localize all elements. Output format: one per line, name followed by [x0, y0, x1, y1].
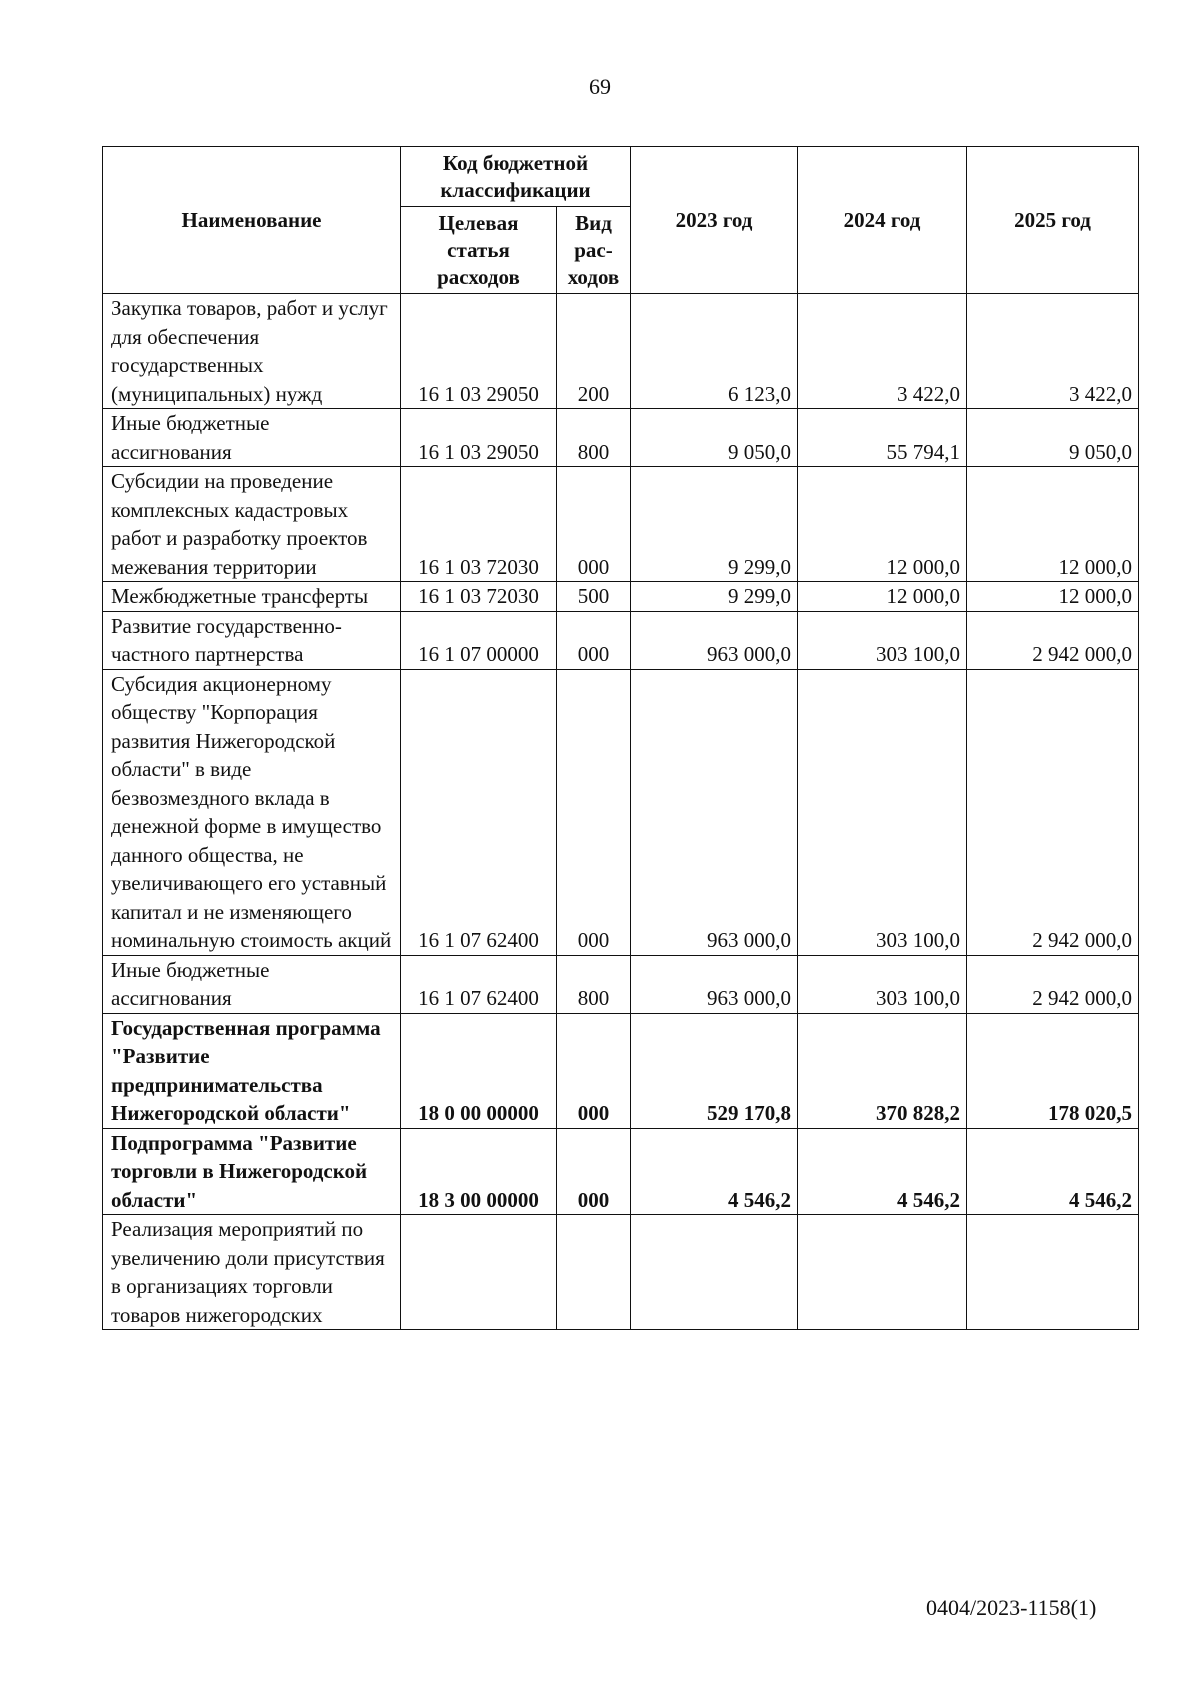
- row-2023: 963 000,0: [631, 611, 798, 669]
- row-kind: 000: [557, 1013, 631, 1128]
- row-2024: 303 100,0: [798, 611, 967, 669]
- row-2024: 370 828,2: [798, 1013, 967, 1128]
- row-name: Иные бюджетные ассигнования: [103, 955, 401, 1013]
- row-target: 16 1 03 29050: [401, 294, 557, 409]
- row-target: 18 3 00 00000: [401, 1128, 557, 1215]
- row-kind: 500: [557, 582, 631, 612]
- header-code-group: Код бюджетной классификации: [401, 147, 631, 207]
- row-kind: 000: [557, 467, 631, 582]
- row-2023: 9 299,0: [631, 467, 798, 582]
- row-name: Государственная программа "Развитие предпринимательства Нижегородской области": [103, 1013, 401, 1128]
- row-name: Развитие государственно-частного партнерства: [103, 611, 401, 669]
- header-2024: 2024 год: [798, 147, 967, 294]
- row-2024: 303 100,0: [798, 955, 967, 1013]
- row-2024: 3 422,0: [798, 294, 967, 409]
- row-2024: 4 546,2: [798, 1128, 967, 1215]
- row-2023: 529 170,8: [631, 1013, 798, 1128]
- table-row: [103, 409, 1139, 467]
- header-2023: 2023 год: [631, 147, 798, 294]
- row-target: 16 1 03 72030: [401, 582, 557, 612]
- row-2025: 2 942 000,0: [967, 955, 1139, 1013]
- table-row: [103, 1128, 1139, 1215]
- row-name: Подпрограмма "Развитие торговли в Нижегородской области": [103, 1128, 401, 1215]
- row-2024: [798, 1215, 967, 1330]
- row-2025: 9 050,0: [967, 409, 1139, 467]
- row-2024: 12 000,0: [798, 582, 967, 612]
- row-target: 16 1 07 00000: [401, 611, 557, 669]
- row-2025: 178 020,5: [967, 1013, 1139, 1128]
- row-2025: 2 942 000,0: [967, 669, 1139, 955]
- header-target: Целевая статья расходов: [401, 207, 557, 294]
- header-2025: 2025 год: [967, 147, 1139, 294]
- document-number: 0404/2023-1158(1): [926, 1595, 1097, 1620]
- row-target: 16 1 03 72030: [401, 467, 557, 582]
- header-name: Наименование: [103, 147, 401, 294]
- row-2025: [967, 1215, 1139, 1330]
- table-row: [103, 1013, 1139, 1128]
- row-name: Иные бюджетные ассигнования: [103, 409, 401, 467]
- row-2025: 12 000,0: [967, 467, 1139, 582]
- table-row: [103, 611, 1139, 669]
- row-2024: 12 000,0: [798, 467, 967, 582]
- row-2024: 55 794,1: [798, 409, 967, 467]
- row-name: Субсидии на проведение комплексных кадастровых работ и разработку проектов межевания территории: [103, 467, 401, 582]
- row-name: Субсидия акционерному обществу "Корпорация развития Нижегородской области" в виде безвозмездного вклада в денежной форме в имущество данного общества, не увеличивающего его уставный капитал и не изменяющего номинальную стоимость акций: [103, 669, 401, 955]
- row-kind: 200: [557, 294, 631, 409]
- header-kind: Вид рас-ходов: [557, 207, 631, 294]
- row-2023: [631, 1215, 798, 1330]
- row-kind: [557, 1215, 631, 1330]
- row-target: 16 1 03 29050: [401, 409, 557, 467]
- budget-table: [102, 146, 1139, 1330]
- table-row: [103, 955, 1139, 1013]
- row-target: 16 1 07 62400: [401, 669, 557, 955]
- row-name: Закупка товаров, работ и услуг для обеспечения государственных (муниципальных) нужд: [103, 294, 401, 409]
- row-2023: 6 123,0: [631, 294, 798, 409]
- row-2025: 4 546,2: [967, 1128, 1139, 1215]
- row-2023: 963 000,0: [631, 955, 798, 1013]
- row-2023: 9 050,0: [631, 409, 798, 467]
- row-target: 18 0 00 00000: [401, 1013, 557, 1128]
- table-row: [103, 582, 1139, 612]
- row-kind: 800: [557, 409, 631, 467]
- row-2023: 4 546,2: [631, 1128, 798, 1215]
- row-kind: 000: [557, 611, 631, 669]
- row-2025: 2 942 000,0: [967, 611, 1139, 669]
- table-row: [103, 669, 1139, 955]
- row-2025: 3 422,0: [967, 294, 1139, 409]
- row-2023: 963 000,0: [631, 669, 798, 955]
- row-2025: 12 000,0: [967, 582, 1139, 612]
- row-kind: 800: [557, 955, 631, 1013]
- row-2024: 303 100,0: [798, 669, 967, 955]
- row-name: Межбюджетные трансферты: [103, 582, 401, 612]
- page-number: 69: [589, 74, 611, 99]
- row-name: Реализация мероприятий по увеличению доли присутствия в организациях торговли товаров нижегородских: [103, 1215, 401, 1330]
- table-row: [103, 467, 1139, 582]
- table-row: [103, 1215, 1139, 1330]
- row-target: 16 1 07 62400: [401, 955, 557, 1013]
- table-row: [103, 294, 1139, 409]
- row-kind: 000: [557, 1128, 631, 1215]
- row-target: [401, 1215, 557, 1330]
- row-2023: 9 299,0: [631, 582, 798, 612]
- row-kind: 000: [557, 669, 631, 955]
